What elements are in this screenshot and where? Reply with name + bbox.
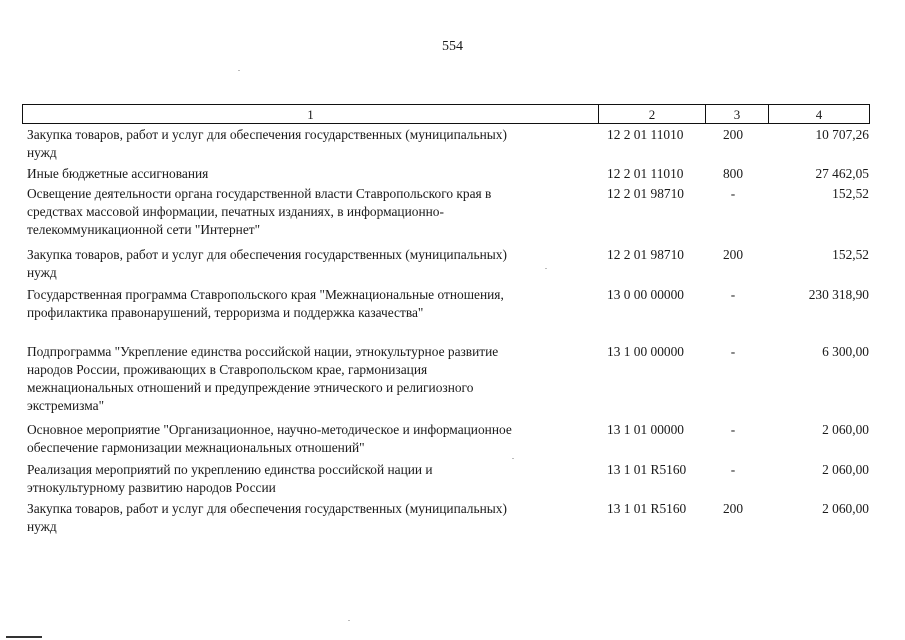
row-name: Реализация мероприятий по укреплению единства российской нации и этнокультурному развитию народов России (27, 462, 433, 495)
row-code: 12 2 01 11010 (607, 166, 684, 181)
row-type: - (730, 344, 736, 359)
row-type: 200 (722, 501, 744, 516)
row-code: 13 0 00 00000 (607, 287, 684, 302)
row-name: Государственная программа Ставропольского края "Межнациональные отношения, профилактика правонарушений, терроризма и поддержка казачества" (27, 287, 504, 320)
scan-speck (512, 458, 514, 459)
row-amount: 27 462,05 (815, 166, 869, 181)
row-code: 13 1 01 00000 (607, 422, 684, 437)
row-amount: 6 300,00 (822, 344, 869, 359)
row-amount: 10 707,26 (815, 127, 869, 142)
row-code: 13 1 01 R5160 (607, 501, 687, 516)
row-type: - (730, 422, 736, 437)
header-col-4: 4 (815, 107, 823, 122)
row-code: 13 1 01 R5160 (607, 462, 687, 477)
row-code: 13 1 00 00000 (607, 344, 684, 359)
scan-speck (348, 620, 350, 621)
header-col-3: 3 (706, 105, 769, 123)
scan-speck (545, 268, 547, 269)
scan-edge-mark (6, 636, 42, 638)
row-type: 200 (722, 127, 744, 142)
scan-speck (238, 70, 240, 71)
row-type: - (730, 462, 736, 477)
header-col-1: 1 (23, 105, 599, 123)
row-type: - (730, 287, 736, 302)
row-amount: 230 318,90 (808, 287, 869, 302)
row-name: Подпрограмма "Укрепление единства российской нации, этнокультурное развитие народов России, проживающих в Ставропольском крае, гармонизация межнациональных отношений и предупреждение этнического и религиозного экстремизма" (27, 344, 499, 413)
row-amount: 2 060,00 (822, 501, 869, 516)
row-amount: 2 060,00 (822, 422, 869, 437)
row-code: 12 2 01 98710 (607, 186, 684, 201)
row-amount: 152,52 (832, 247, 869, 262)
row-amount: 152,52 (832, 186, 869, 201)
row-name: Освещение деятельности органа государственной власти Ставропольского края в средствах массовой информации, печатных изданиях, в информационно- телекоммуникационной сети "Интернет" (27, 186, 492, 237)
row-name: Закупка товаров, работ и услуг для обеспечения государственных (муниципальных) нужд (27, 247, 507, 280)
row-type: - (730, 186, 736, 201)
row-name: Основное мероприятие "Организационное, научно-методическое и информационное обеспечение гармонизации межнациональных отношений" (27, 422, 512, 455)
row-type: 800 (722, 166, 744, 181)
header-col-2: 2 (599, 105, 706, 123)
row-name: Закупка товаров, работ и услуг для обеспечения государственных (муниципальных) нужд (27, 501, 507, 534)
row-code: 12 2 01 11010 (607, 127, 684, 142)
row-code: 12 2 01 98710 (607, 247, 684, 262)
table-header (22, 104, 870, 124)
row-amount: 2 060,00 (822, 462, 869, 477)
row-type: 200 (722, 247, 744, 262)
row-name: Иные бюджетные ассигнования (27, 166, 209, 181)
row-name: Закупка товаров, работ и услуг для обеспечения государственных (муниципальных) нужд (27, 127, 507, 160)
page-number: 554 (442, 39, 463, 54)
